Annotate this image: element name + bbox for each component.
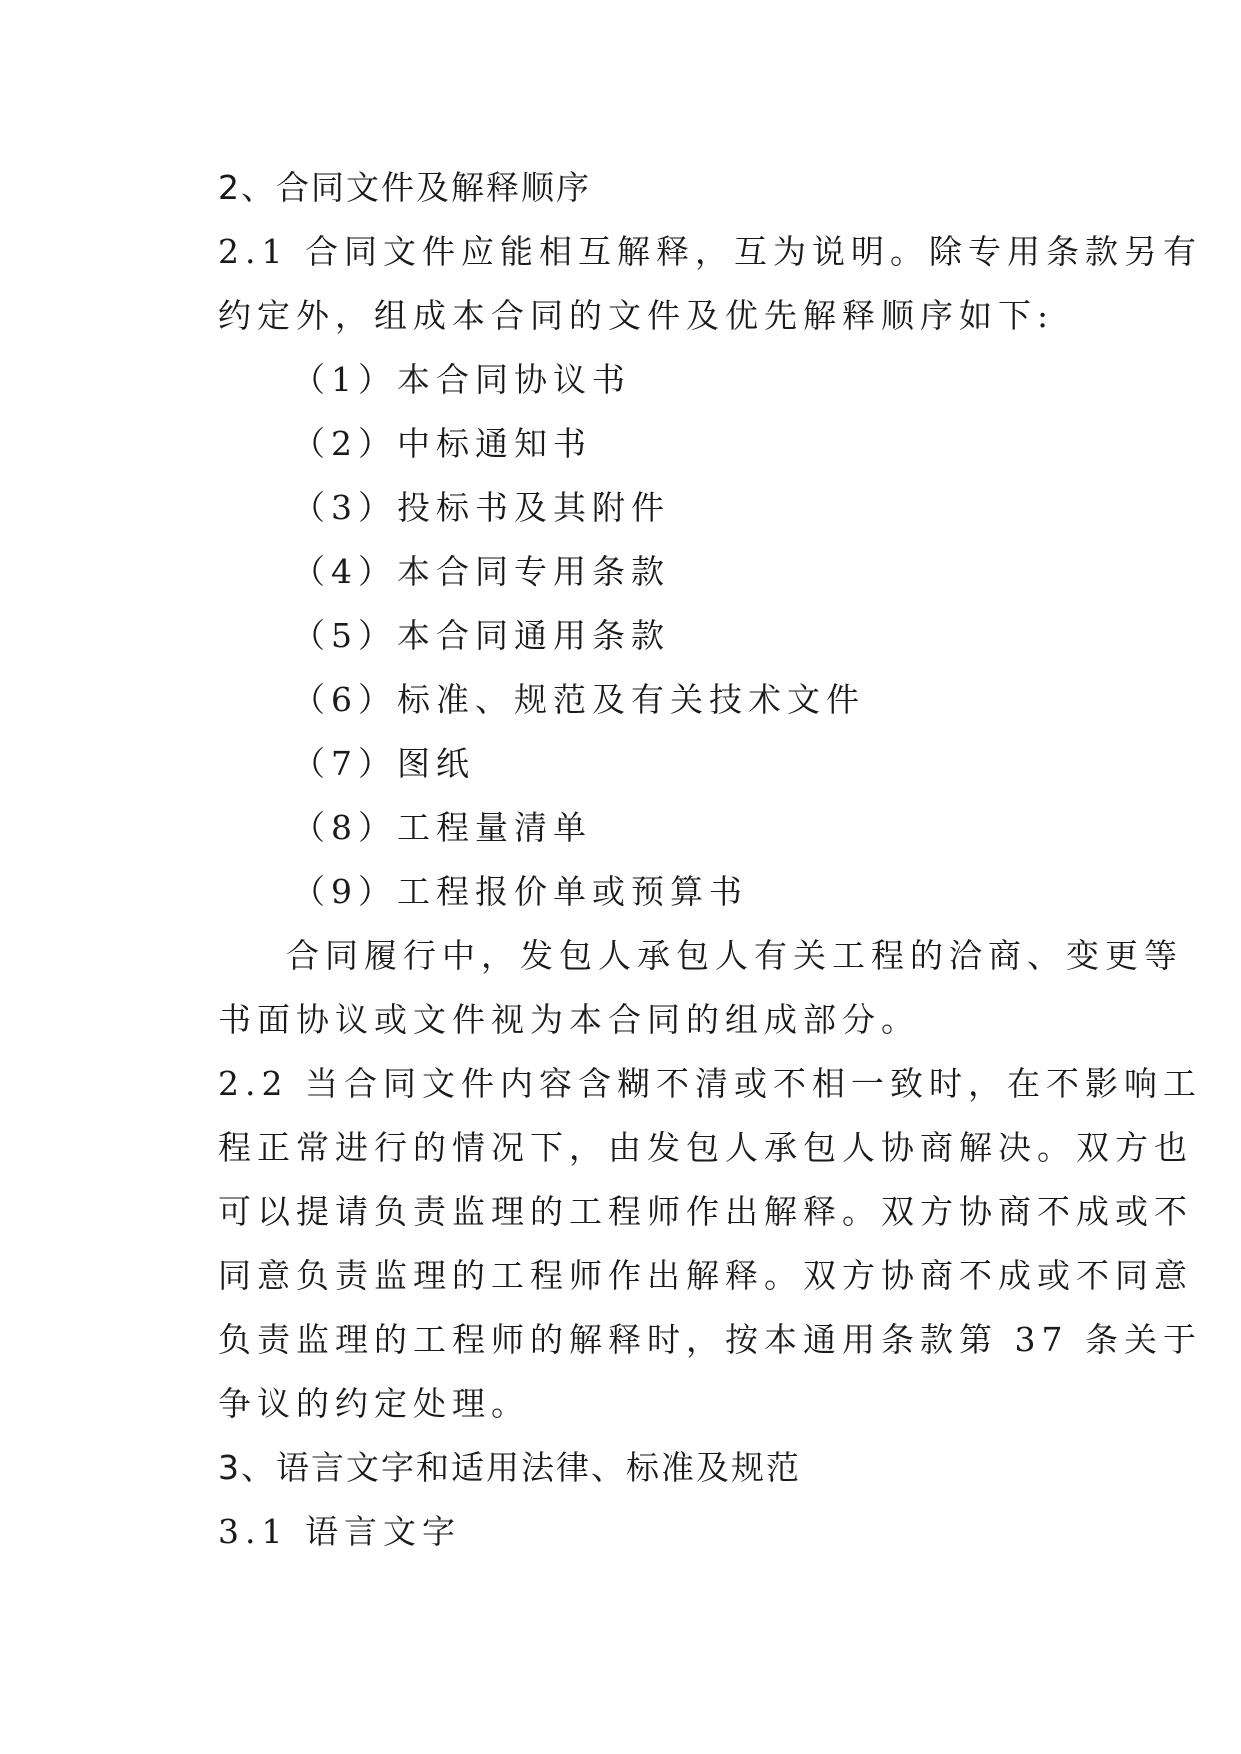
document-item-3: （3）投标书及其附件	[292, 488, 670, 527]
document-item-7: （7）图纸	[292, 744, 475, 783]
clause-2-1-line-2: 约定外，组成本合同的文件及优先解释顺序如下:	[218, 296, 1055, 335]
clause-2-1-line-1: 2.1 合同文件应能相互解释，互为说明。除专用条款另有	[218, 232, 1202, 271]
clause-2-2-line-1: 2.2 当合同文件内容含糊不清或不相一致时，在不影响工	[218, 1064, 1202, 1103]
document-item-1: （1）本合同协议书	[292, 360, 631, 399]
clause-2-2-line-3: 可以提请负责监理的工程师作出解释。双方协商不成或不	[218, 1192, 1193, 1231]
clause-2-2-line-4: 同意负责监理的工程师作出解释。双方协商不成或不同意	[218, 1256, 1193, 1295]
section-3-heading: 3、语言文字和适用法律、标准及规范	[218, 1448, 801, 1487]
document-item-2: （2）中标通知书	[292, 424, 592, 463]
performance-note-line-1: 合同履行中，发包人承包人有关工程的洽商、变更等	[286, 936, 1183, 975]
clause-2-2-line-6: 争议的约定处理。	[218, 1384, 530, 1423]
document-item-5: （5）本合同通用条款	[292, 616, 670, 655]
clause-3-1: 3.1 语言文字	[218, 1512, 461, 1551]
document-item-9: （9）工程报价单或预算书	[292, 872, 748, 911]
document-item-8: （8）工程量清单	[292, 808, 592, 847]
performance-note-line-2: 书面协议或文件视为本合同的组成部分。	[218, 1000, 920, 1039]
document-item-6: （6）标准、规范及有关技术文件	[292, 680, 865, 719]
document-item-4: （4）本合同专用条款	[292, 552, 670, 591]
clause-2-2-line-2: 程正常进行的情况下，由发包人承包人协商解决。双方也	[218, 1128, 1193, 1167]
clause-2-2-line-5: 负责监理的工程师的解释时，按本通用条款第 37 条关于	[218, 1320, 1202, 1359]
section-2-heading: 2、合同文件及解释顺序	[218, 168, 591, 207]
